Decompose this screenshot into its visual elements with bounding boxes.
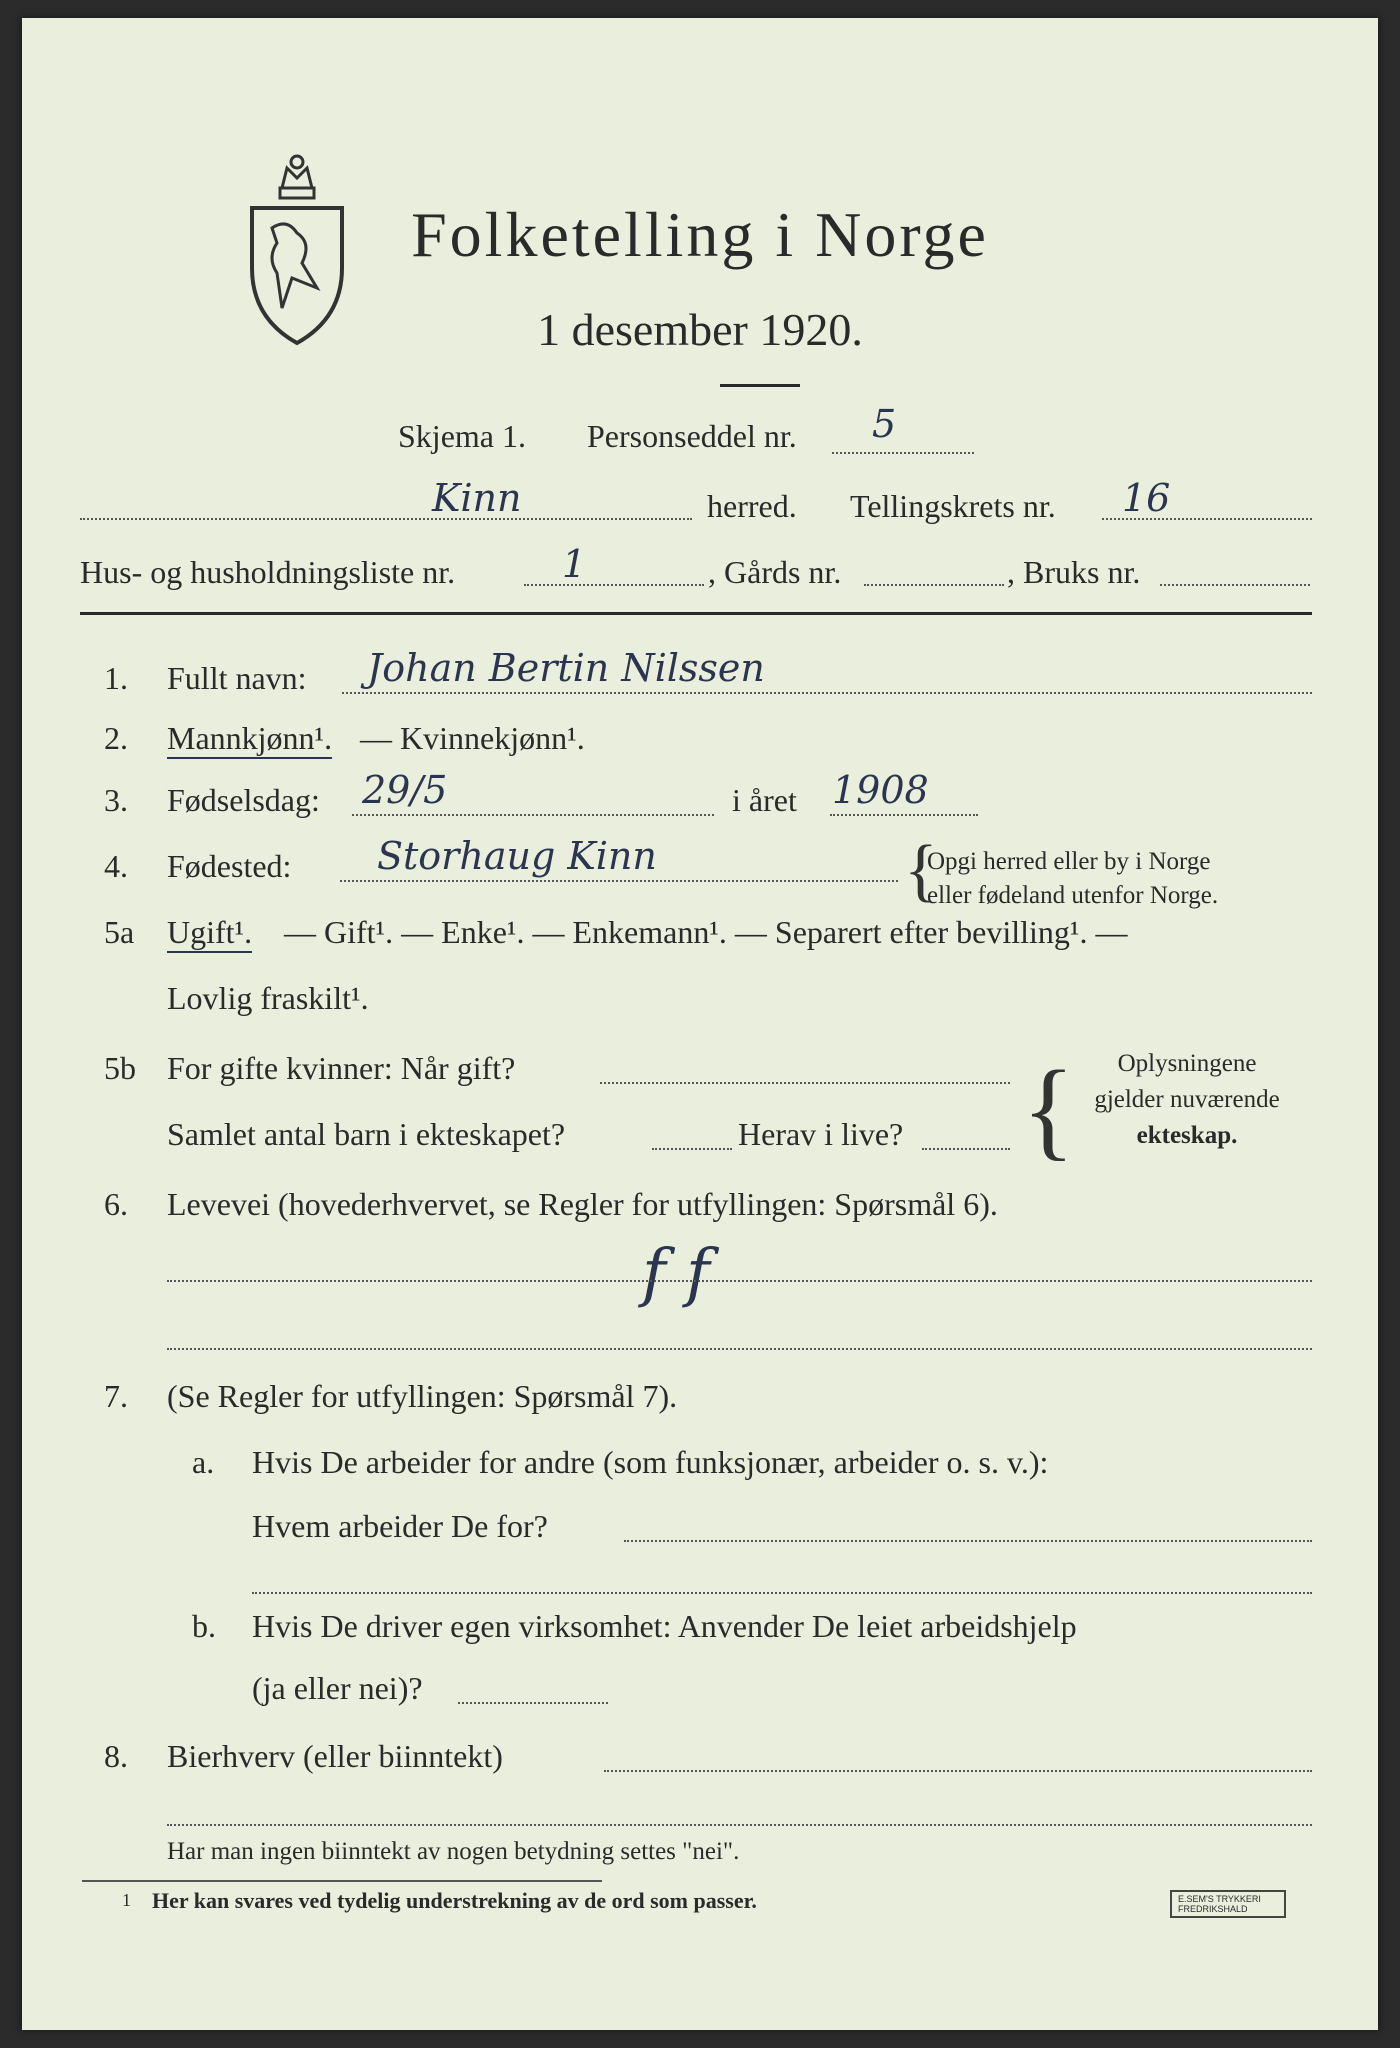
q5b-children-line bbox=[652, 1148, 732, 1150]
q4-number: 4. bbox=[104, 848, 128, 884]
gards-line bbox=[864, 584, 1004, 586]
q7a-extra-line bbox=[252, 1592, 1312, 1594]
q7b-number: b. bbox=[192, 1608, 216, 1644]
q8-extra-line bbox=[167, 1824, 1312, 1826]
form-title: Folketelling i Norge bbox=[411, 199, 989, 270]
q5a-unmarried-option[interactable]: Ugift¹. bbox=[167, 914, 252, 953]
q7b-yes-no-label: (ja eller nei)? bbox=[252, 1670, 423, 1706]
q6-line2 bbox=[167, 1348, 1312, 1350]
herred-line bbox=[80, 518, 692, 520]
q7b-question: Hvis De driver egen virksomhet: Anvender De leiet arbeidshjelp bbox=[252, 1608, 1077, 1644]
herred-value[interactable]: Kinn bbox=[432, 476, 522, 520]
schema-label: Skjema 1. bbox=[398, 418, 526, 454]
q8-label: Bierhverv (eller biinntekt) bbox=[167, 1738, 503, 1774]
q5a-divorced-option: Lovlig fraskilt¹. bbox=[167, 980, 369, 1016]
q7a-question: Hvis De arbeider for andre (som funksjonær, arbeider o. s. v.): bbox=[252, 1444, 1049, 1480]
bruks-label: , Bruks nr. bbox=[1007, 554, 1141, 590]
q5b-when-line bbox=[600, 1082, 1010, 1084]
q4-label: Fødested: bbox=[167, 848, 292, 884]
q4-note-line2: eller fødeland utenfor Norge. bbox=[927, 882, 1219, 909]
q8-number: 8. bbox=[104, 1738, 128, 1774]
q3-number: 3. bbox=[104, 782, 128, 818]
q5b-note-line2: gjelder nuværende bbox=[1094, 1086, 1280, 1113]
q7a-employer-label: Hvem arbeider De for? bbox=[252, 1508, 548, 1544]
q1-label: Fullt navn: bbox=[167, 660, 307, 696]
husliste-line bbox=[524, 584, 704, 586]
personseddel-label: Personseddel nr. bbox=[587, 418, 797, 454]
header-rule bbox=[80, 612, 1312, 615]
husliste-label: Hus- og husholdningsliste nr. bbox=[80, 554, 456, 590]
personseddel-value[interactable]: 5 bbox=[872, 402, 897, 446]
q7b-yes-no-line bbox=[458, 1702, 608, 1704]
gards-label: , Gårds nr. bbox=[708, 554, 842, 590]
census-date: 1 desember 1920. bbox=[537, 304, 863, 355]
q5b-when-married: For gifte kvinner: Når gift? bbox=[167, 1050, 516, 1086]
tellingskrets-label: Tellingskrets nr. bbox=[850, 488, 1056, 524]
q3-birthdate[interactable]: 29/5 bbox=[362, 768, 448, 812]
herred-label: herred. bbox=[707, 488, 797, 524]
q8-line bbox=[604, 1770, 1312, 1772]
q5b-note-line1: Oplysningene bbox=[1117, 1050, 1257, 1077]
q6-number: 6. bbox=[104, 1186, 128, 1222]
q5a-number: 5a bbox=[104, 914, 135, 950]
q4-birthplace[interactable]: Storhaug Kinn bbox=[377, 834, 657, 878]
footnote-mark: 1 bbox=[122, 1890, 131, 1910]
q3-year-line bbox=[830, 814, 978, 816]
footnote-rule bbox=[82, 1880, 602, 1882]
q5b-note-line3: ekteskap. bbox=[1136, 1122, 1238, 1149]
q2-male-option[interactable]: Mannkjønn¹. bbox=[167, 720, 332, 759]
husliste-value[interactable]: 1 bbox=[562, 542, 587, 586]
q5a-other-options: — Gift¹. — Enke¹. — Enkemann¹. — Separert efter bevilling¹. — bbox=[284, 914, 1128, 950]
q3-year-label: i året bbox=[732, 782, 797, 818]
q5b-brace: { bbox=[1022, 1048, 1075, 1170]
q3-date-line bbox=[352, 814, 714, 816]
q1-full-name[interactable]: Johan Bertin Nilssen bbox=[367, 646, 765, 690]
tellingskrets-value[interactable]: 16 bbox=[1122, 476, 1171, 520]
q3-birth-year[interactable]: 1908 bbox=[832, 768, 929, 812]
personseddel-line bbox=[832, 452, 974, 454]
q4-note-line1: Opgi herred eller by i Norge bbox=[927, 848, 1211, 875]
footer-note: Har man ingen biinntekt av nogen betydning settes "nei". bbox=[167, 1838, 740, 1865]
q7-label: (Se Regler for utfyllingen: Spørsmål 7). bbox=[167, 1378, 678, 1414]
q4-line bbox=[340, 880, 898, 882]
q7a-employer-line bbox=[624, 1540, 1312, 1542]
q7a-number: a. bbox=[192, 1444, 215, 1480]
census-form bbox=[22, 18, 1378, 2030]
q6-line1 bbox=[167, 1280, 1312, 1282]
q4-brace: { bbox=[904, 832, 938, 909]
q2-number: 2. bbox=[104, 720, 128, 756]
q6-label: Levevei (hovederhvervet, se Regler for utfyllingen: Spørsmål 6). bbox=[167, 1186, 998, 1222]
q3-label: Fødselsdag: bbox=[167, 782, 320, 818]
q5b-alive-label: Herav i live? bbox=[738, 1116, 904, 1152]
q7-number: 7. bbox=[104, 1378, 128, 1414]
q1-line bbox=[342, 692, 1312, 694]
q2-female-option[interactable]: Kvinnekjønn¹. bbox=[400, 720, 585, 756]
title-divider bbox=[720, 384, 800, 387]
printer-stamp: E.SEM'S TRYKKERI FREDRIKSHALD bbox=[1170, 1890, 1286, 1918]
q5b-number: 5b bbox=[104, 1050, 136, 1086]
q5b-alive-line bbox=[922, 1148, 1010, 1150]
q6-occupation[interactable]: f f bbox=[642, 1236, 710, 1310]
q2-separator: — bbox=[360, 720, 392, 756]
q5b-children-label: Samlet antal barn i ekteskapet? bbox=[167, 1116, 566, 1152]
q1-number: 1. bbox=[104, 660, 128, 696]
bruks-line bbox=[1160, 584, 1310, 586]
footnote-text: Her kan svares ved tydelig understrekning av de ord som passer. bbox=[152, 1888, 757, 1913]
